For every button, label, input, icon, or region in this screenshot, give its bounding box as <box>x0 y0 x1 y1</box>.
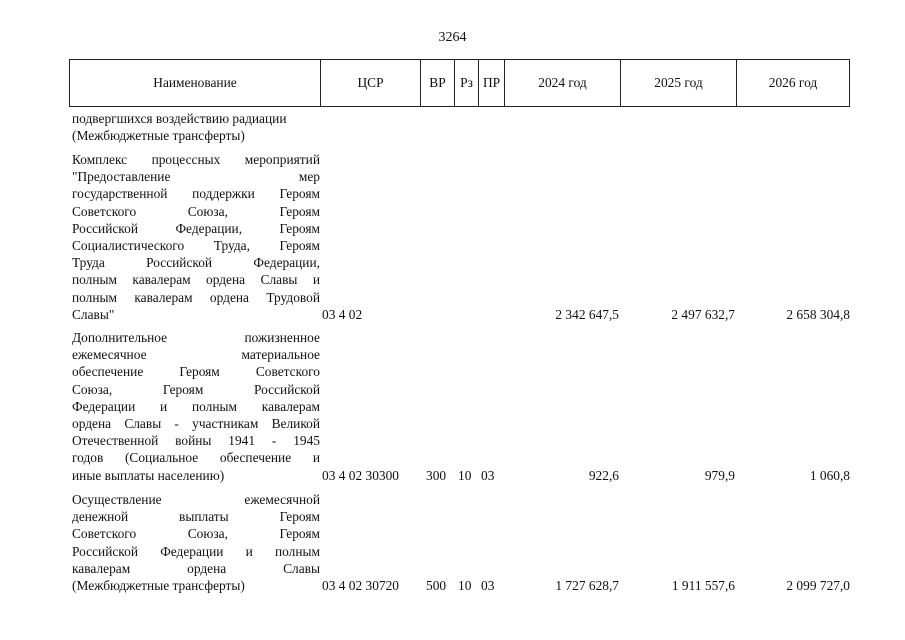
header-name: Наименование <box>70 60 321 106</box>
name-line: Славы" <box>72 306 115 322</box>
name-line: денежной выплаты Героям <box>72 509 320 525</box>
table-cell-rz: 10 <box>458 578 472 593</box>
name-line: Отечественной войны 1941 - 1945 <box>72 433 320 449</box>
table-cell-csr: 03 4 02 30300 <box>322 468 399 483</box>
header-2026: 2026 год <box>768 75 818 90</box>
header-rz: Рз <box>455 60 479 106</box>
name-line: Союза, Героям Российской <box>72 381 320 397</box>
table-cell-vr: 300 <box>426 468 447 483</box>
page-number: 3264 <box>438 30 467 45</box>
name-line: ежемесячное материальное <box>72 347 320 363</box>
header-2024: 2024 год <box>505 60 621 106</box>
name-line: Советского Союза, Героям <box>72 526 320 542</box>
table-cell-2024: 1 727 628,7 <box>555 578 619 593</box>
name-line: Российской Федерации и полным <box>72 543 320 559</box>
table-cell-csr: 03 4 02 <box>322 307 363 322</box>
name-line: полным кавалерам ордена Славы и <box>72 272 320 288</box>
name-line: подвергшихся воздействию радиации <box>72 111 287 126</box>
name-line: ордена Славы - участникам Великой <box>72 416 320 432</box>
name-line: Дополнительное пожизненное <box>72 330 320 345</box>
name-line: Советского Союза, Героям <box>72 203 320 219</box>
header-csr: ЦСР <box>321 60 421 106</box>
table-cell-2026: 1 060,8 <box>809 468 850 483</box>
name-line: обеспечение Героям Советского <box>72 364 320 380</box>
name-line: годов (Социальное обеспечение и <box>72 450 320 466</box>
table-cell-vr: 500 <box>426 578 447 593</box>
name-line: Российской Федерации, Героям <box>72 220 320 236</box>
table-header <box>69 59 850 107</box>
table-cell-2026: 2 658 304,8 <box>786 307 850 322</box>
table-row-name <box>72 491 320 594</box>
name-line: (Межбюджетные трансферты) <box>72 128 245 144</box>
table-cell-2026: 2 099 727,0 <box>786 578 850 593</box>
table-cell-2024: 2 342 647,5 <box>555 307 619 322</box>
name-line: "Предоставление мер <box>72 169 320 185</box>
table-cell-csr: 03 4 02 30720 <box>322 578 399 593</box>
table-cell-2025: 1 911 557,6 <box>671 578 735 593</box>
name-line: Социалистического Труда, Героям <box>72 238 320 254</box>
table-row-name <box>72 329 320 484</box>
name-line: Труда Российской Федерации, <box>72 255 320 271</box>
name-line: кавалерам ордена Славы <box>72 560 320 576</box>
header-vr: ВР <box>421 60 455 106</box>
table-cell-rz: 10 <box>458 468 472 483</box>
table-cell-pr: 03 <box>481 468 495 483</box>
name-line: Федерации и полным кавалерам <box>72 398 320 414</box>
table-cell-2025: 979,9 <box>704 468 735 483</box>
name-line: (Межбюджетные трансферты) <box>72 578 245 594</box>
table-cell-2025: 2 497 632,7 <box>671 307 735 322</box>
name-line: государственной поддержки Героям <box>72 186 320 202</box>
header-2025: 2025 год <box>621 60 737 106</box>
name-line: Комплекс процессных мероприятий <box>72 152 320 167</box>
name-line: иные выплаты населению) <box>72 467 225 483</box>
table-row-name <box>72 151 320 323</box>
header-pr: ПР <box>479 60 505 106</box>
table-row-name <box>72 110 320 144</box>
table-cell-2024: 922,6 <box>588 468 619 483</box>
table-cell-pr: 03 <box>481 578 495 593</box>
name-line: полным кавалерам ордена Трудовой <box>72 289 320 305</box>
name-line: Осуществление ежемесячной <box>72 492 320 507</box>
